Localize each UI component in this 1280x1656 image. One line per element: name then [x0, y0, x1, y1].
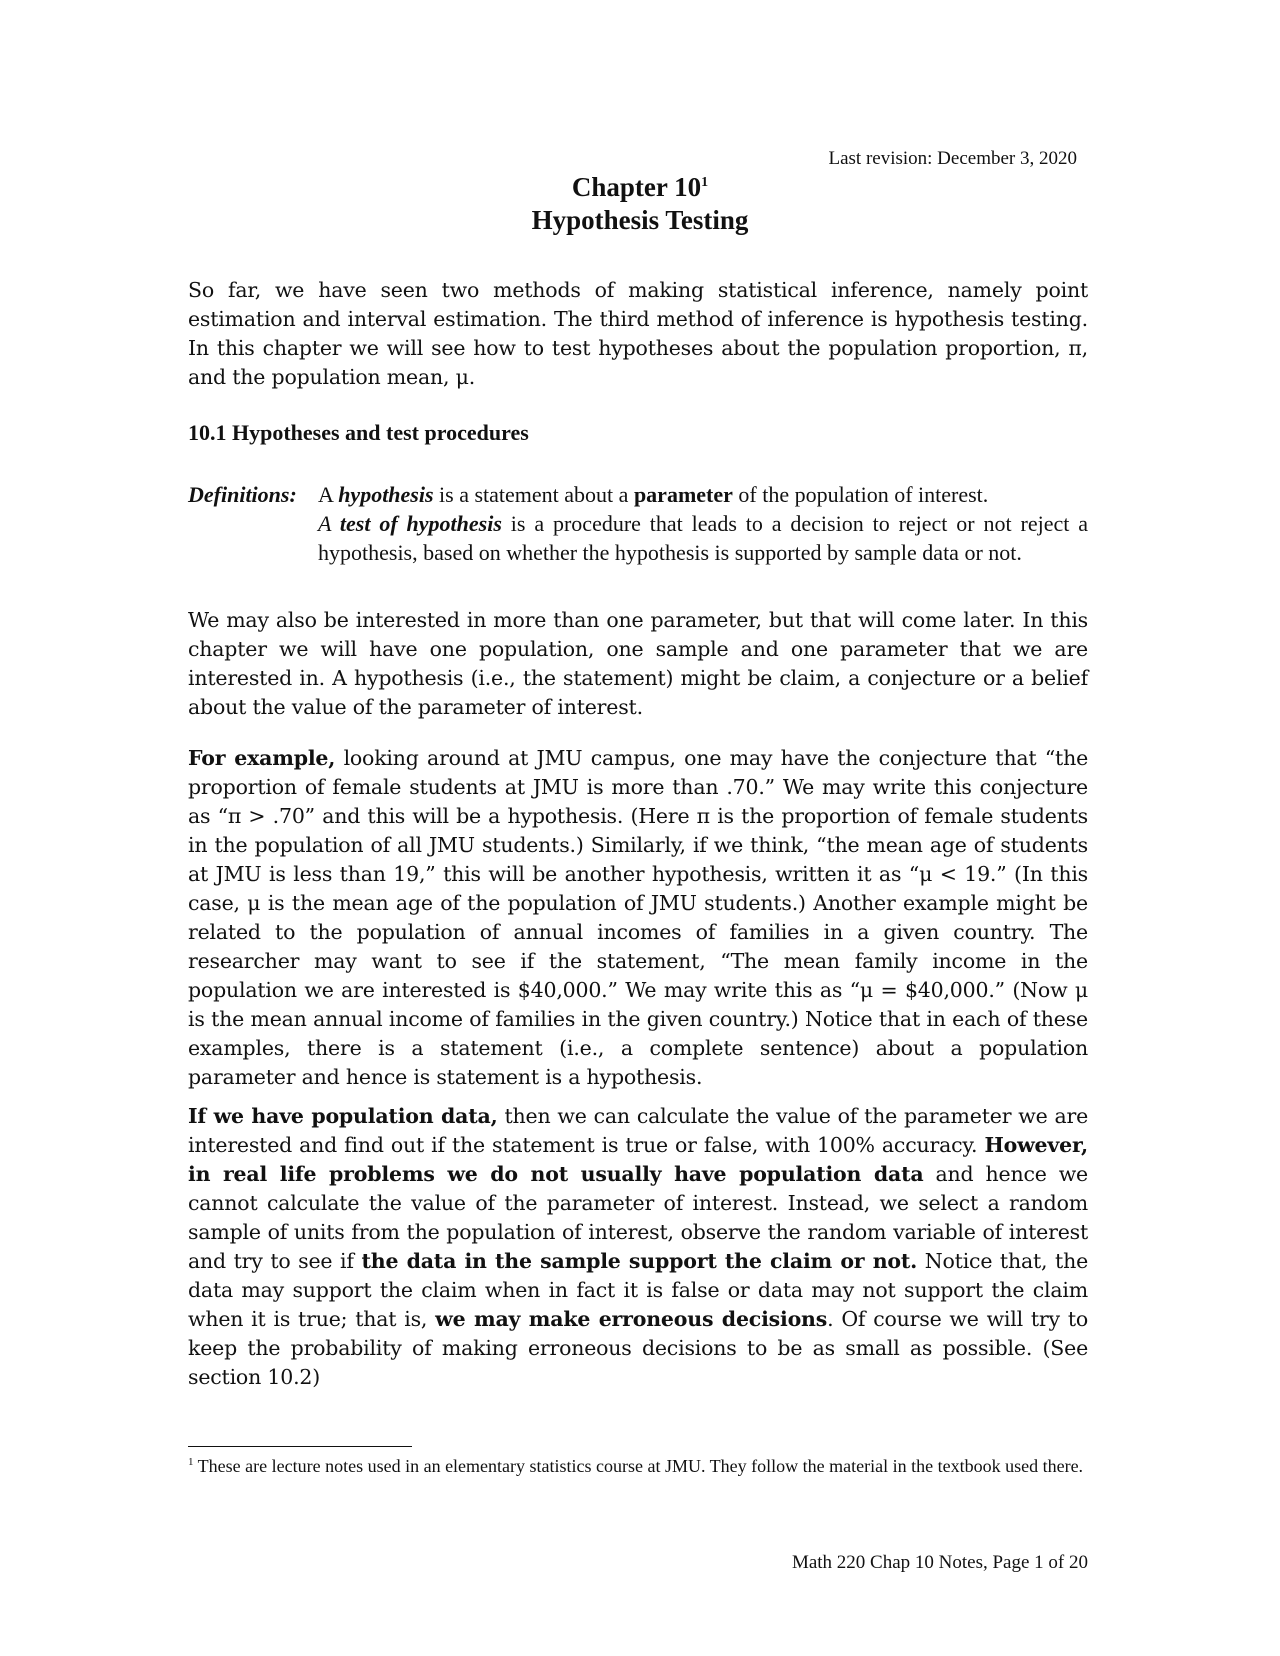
pop-b3: we may make erroneous decisions — [435, 1307, 828, 1331]
page-footer: Math 220 Chap 10 Notes, Page 1 of 20 — [791, 1552, 1088, 1573]
pop-b2: the data in the sample support the claim or not. — [361, 1249, 918, 1273]
example-lead: For example, — [188, 746, 336, 770]
definition-test-of-hypothesis — [318, 509, 1088, 567]
pop-t4: . Of course we will try to keep the probability of making erroneous decisions to be as small as possible. (See section 10.2) — [188, 1307, 1088, 1389]
paragraph-population-data — [188, 1102, 1088, 1392]
footnote-reference: 1 — [701, 175, 709, 190]
pop-t1: then we can calculate the value of the parameter we are interested and find out if the statement is true or false, with 100% accuracy. — [188, 1104, 1089, 1157]
def1-post: of the population of interest. — [732, 482, 989, 507]
intro-paragraph: So far, we have seen two methods of making statistical inference, namely point estimation and interval estimation. The third method of inference is hypothesis testing. In this chapter we will see how to test hypotheses about the population proportion, π, and the population mean, μ. — [188, 278, 1088, 389]
paragraph-parameters: We may also be interested in more than one parameter, but that will come later. In this chapter we will have one population, one sample and one parameter that we are interested in. A hypothesis (i.e., the statement) might be claim, a conjecture or a belief about the value of the parameter of interest. — [188, 608, 1088, 719]
definition-hypothesis — [318, 480, 1088, 509]
pop-t3: Notice that, the data may support the claim when in fact it is false or data may not support the claim when it is true; that is, — [188, 1249, 1089, 1331]
definitions-block — [188, 480, 1088, 567]
chapter-subtitle: Hypothesis Testing — [531, 205, 749, 235]
chapter-title — [0, 172, 1280, 203]
term-parameter: parameter — [633, 482, 733, 507]
footnote-text: These are lecture notes used in an elementary statistics course at JMU. They follow the material in the textbook used there. — [193, 1456, 1084, 1476]
footnote-mark: 1 — [188, 1456, 194, 1468]
def1-pre: A — [318, 482, 339, 507]
revision-date: Last revision: December 3, 2020 — [828, 148, 1077, 169]
def2-pre: A — [318, 511, 340, 536]
term-hypothesis: hypothesis — [338, 482, 434, 507]
pop-t2: and hence we cannot calculate the value of the parameter of interest. Instead, we select a random sample of units from the population of interest, observe the random variable of interest and try to see if — [188, 1162, 1088, 1273]
pop-lead: If we have population data, — [188, 1104, 498, 1128]
term-test-of-hypothesis: test of hypothesis — [339, 511, 502, 536]
example-text: looking around at JMU campus, one may have the conjecture that “the proportion of female students at JMU is more than .70.” We may write this conjecture as “π > .70” and this will be a hypothesis. (Here π is the proportion of female students in the population of all JMU students.) Similarly, if we think, “the mean age of students at JMU is less than 19,” this will be another hypothesis, written it as “μ < 19.” (In this case, μ is the mean age of the population of JMU students.) Another example might be related to the population of annual incomes of families in a given country. The researcher may want to see if the statement, “The mean family income in the population we are interested is $40,000.” We may write this as “μ = $40,000.” (Now μ is the mean annual income of families in the given country.) Notice that in each of these examples, there is a statement (i.e., a complete sentence) about a population parameter and hence is statement is a hypothesis. — [188, 746, 1088, 1089]
def1-mid: is a statement about a — [433, 482, 634, 507]
footnote — [188, 1450, 1088, 1479]
paragraph-examples — [188, 744, 1088, 1092]
def2-post: is a procedure that leads to a decision to reject or not reject a hypothesis, based on whether the hypothesis is supported by sample data or not. — [318, 511, 1088, 565]
section-heading: 10.1 Hypotheses and test procedures — [188, 420, 529, 445]
definitions-label: Definitions: — [188, 482, 297, 507]
pop-b1: However, in real life problems we do not usually have population data — [188, 1133, 1088, 1186]
chapter-number: Chapter 10 — [571, 172, 702, 202]
footnote-divider — [188, 1446, 412, 1447]
